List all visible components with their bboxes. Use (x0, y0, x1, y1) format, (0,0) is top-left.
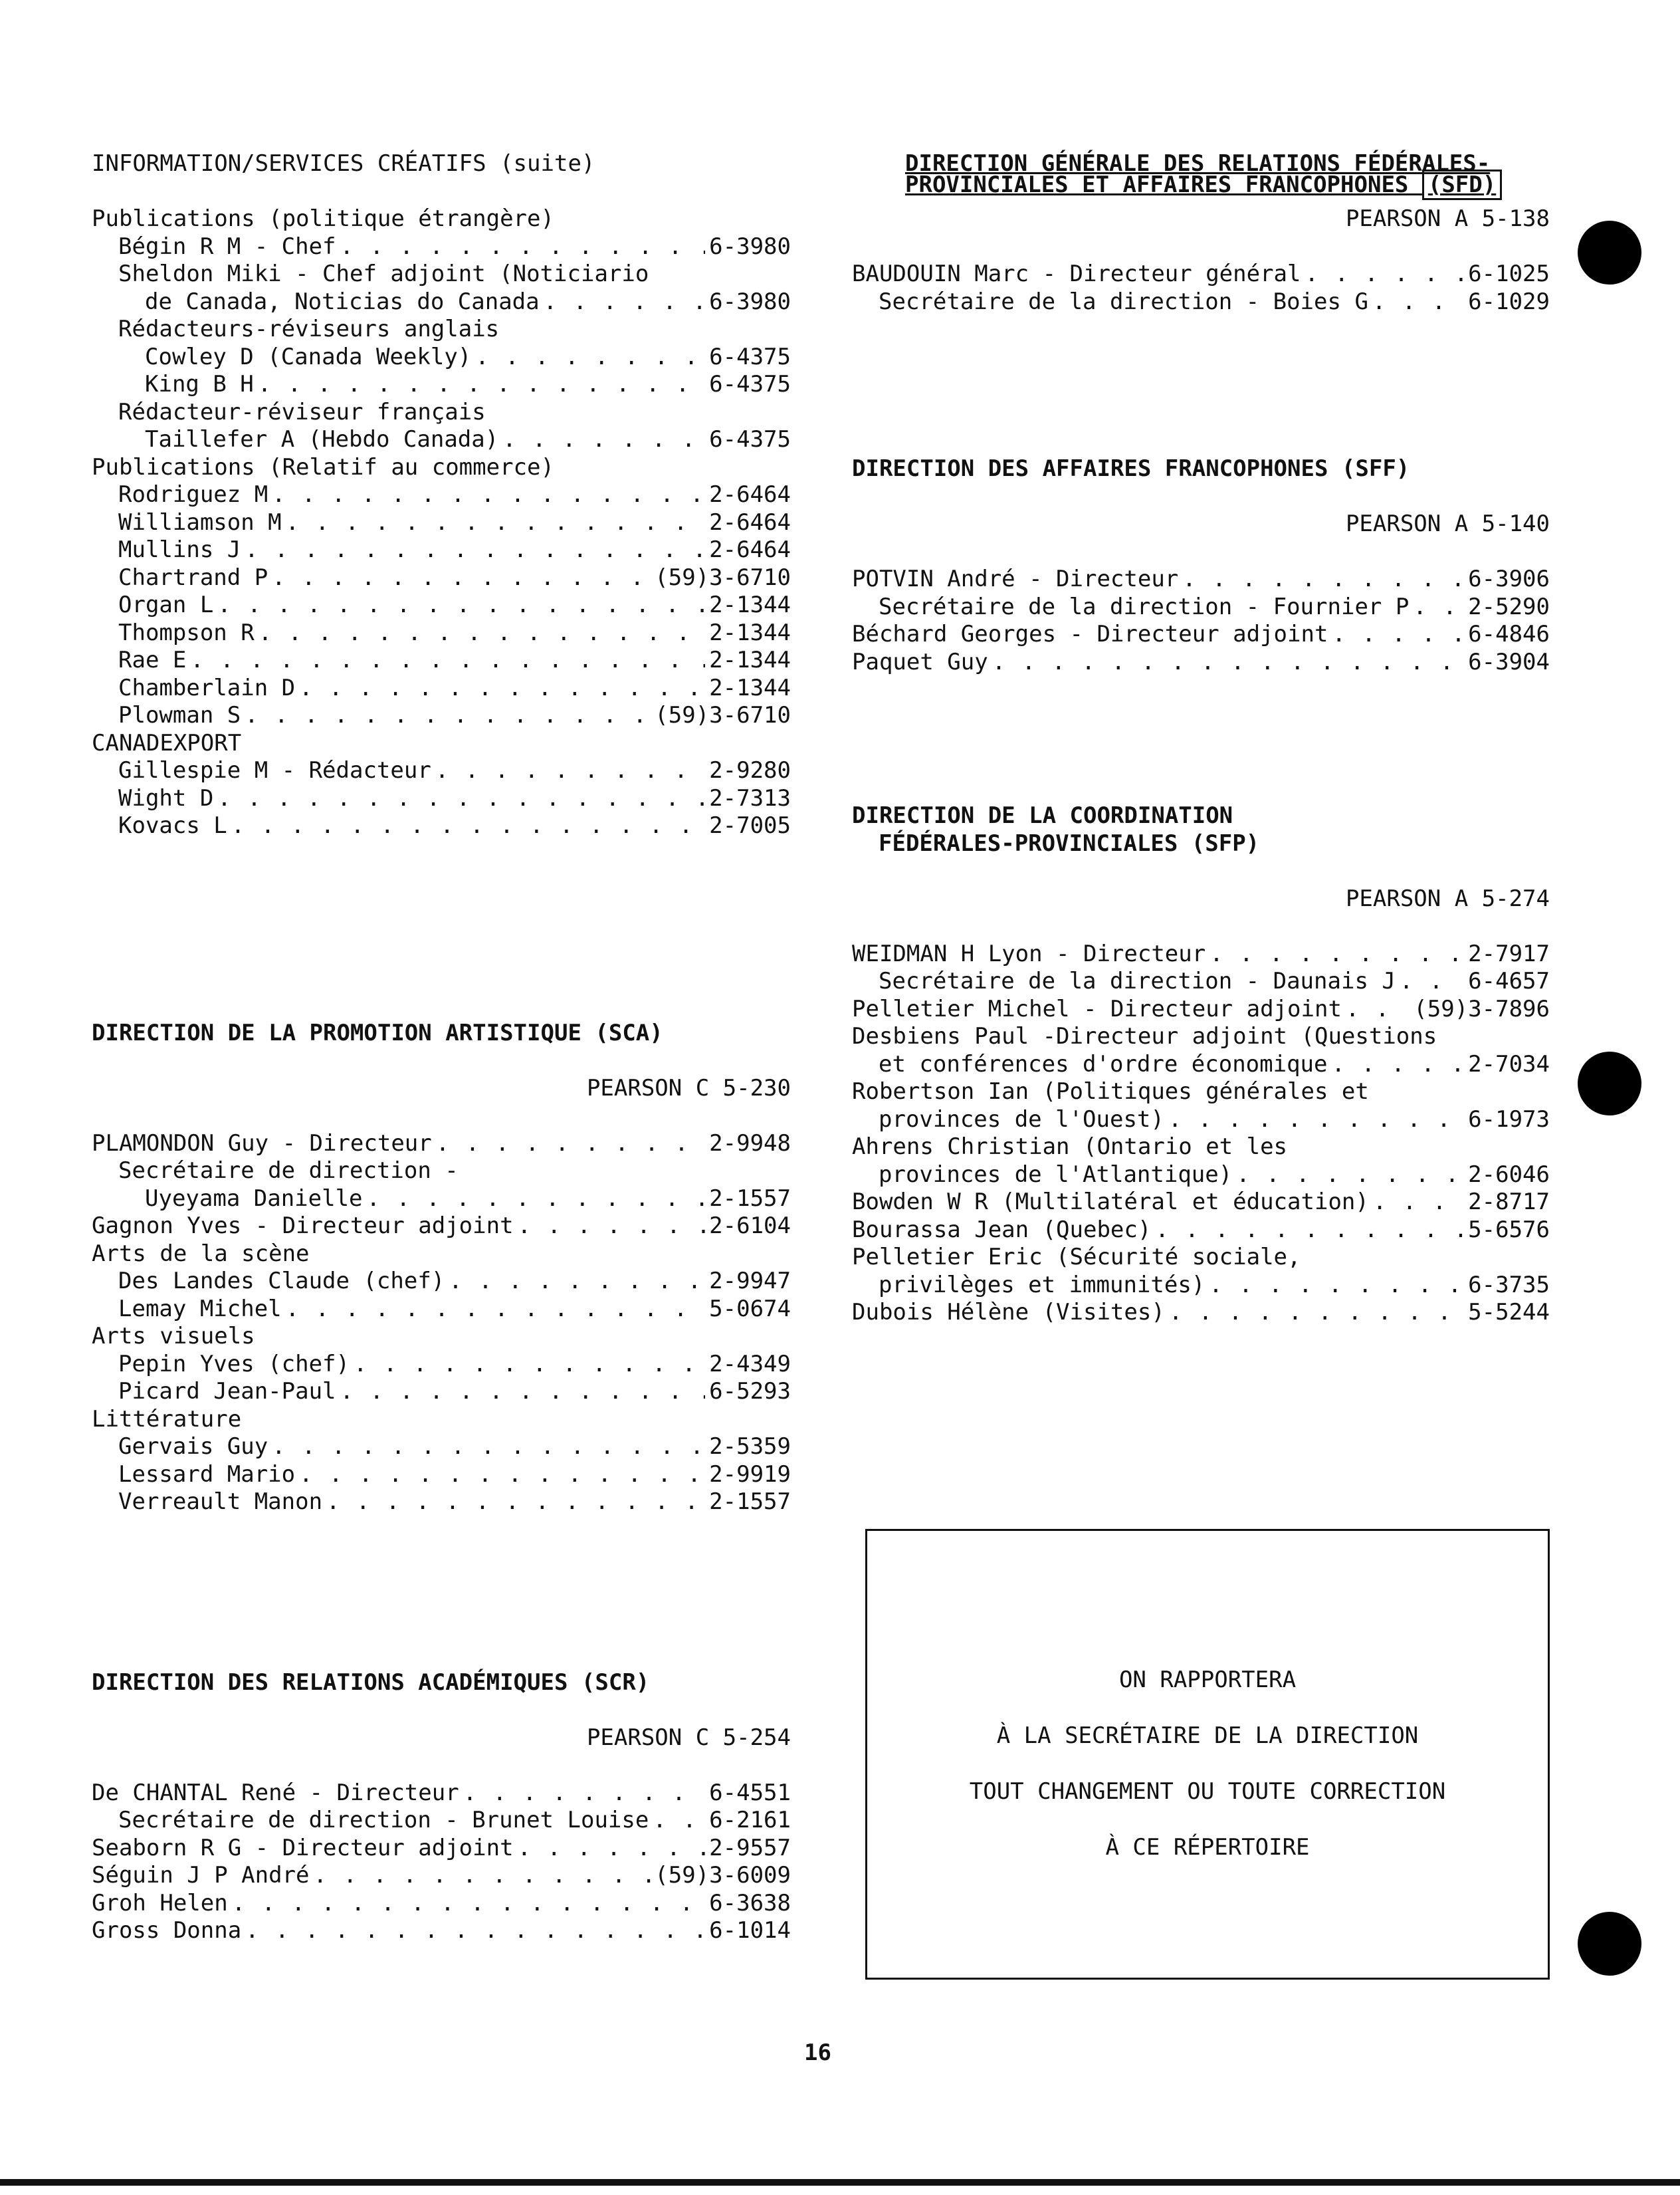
entry-rodriguez: Rodriguez M . . . 2-6464 (92, 481, 791, 509)
entry-pelletier-eric-line1: Pelletier Eric (Sécurité sociale, (852, 1244, 1301, 1270)
entry-baudouin: BAUDOUIN Marc - Directeur général . . . 6-1025 (852, 261, 1550, 289)
entry-cowley: Cowley D (Canada Weekly) . . . 6-4375 (92, 344, 791, 372)
room-sfp: PEARSON A 5-274 (1345, 885, 1550, 912)
entry-uyeyama: Uyeyama Danielle . . . 2-1557 (92, 1185, 791, 1213)
entry-ahrens-line1: Ahrens Christian (Ontario et les (852, 1133, 1288, 1160)
section-title-sfp-line2: FÉDÉRALES-PROVINCIALES (SFP) (879, 830, 1260, 857)
entry-organ: Organ L . . . 2-1344 (92, 592, 791, 620)
room-sfd: PEARSON A 5-138 (1345, 205, 1550, 232)
notice-line-4: À CE RÉPERTOIRE (1105, 1834, 1310, 1861)
entry-paquet: Paquet Guy . . . 6-3904 (852, 649, 1550, 677)
entry-lessard: Lessard Mario . . . 2-9919 (92, 1461, 791, 1489)
entry-robertson-line1: Robertson Ian (Politiques générales et (852, 1078, 1369, 1105)
section-title-sfp-line1: DIRECTION DE LA COORDINATION (852, 802, 1233, 829)
entry-sheldon-line1: Sheldon Miki - Chef adjoint (Noticiario (118, 261, 649, 287)
entry-pelletier-michel: Pelletier Michel - Directeur adjoint . . . (59)3-7896 (852, 996, 1550, 1024)
punch-hole-bottom (1578, 1912, 1641, 1976)
punch-hole-middle (1578, 1052, 1641, 1115)
room-scr: PEARSON C 5-254 (586, 1724, 791, 1751)
entry-potvin: POTVIN André - Directeur . . . 6-3906 (852, 566, 1550, 594)
left-column (92, 150, 791, 1945)
notice-line-1: ON RAPPORTERA (1118, 1667, 1297, 1693)
entry-robertson: provinces de l'Ouest) . . . 6-1973 (852, 1106, 1550, 1134)
sfd-title-text: PROVINCIALES ET AFFAIRES FRANCOPHONES (905, 171, 1422, 198)
subheading-redacteur-francais: Rédacteur-réviseur français (118, 398, 486, 425)
entry-wight: Wight D . . . 2-7313 (92, 785, 791, 813)
entry-mullins: Mullins J . . . 2-6464 (92, 536, 791, 564)
section-title-information: INFORMATION/SERVICES CRÉATIFS (suite) (92, 150, 595, 177)
subheading-publications-etrangere: Publications (politique étrangère) (92, 205, 554, 232)
subheading-canadexport: CANADEXPORT (92, 729, 242, 756)
notice-box (865, 1529, 1550, 1980)
subheading-redacteurs-anglais: Rédacteurs-réviseurs anglais (118, 316, 500, 342)
entry-bourassa: Bourassa Jean (Quebec) . . . 5-6576 (852, 1216, 1550, 1244)
entry-gillespie: Gillespie M - Rédacteur . . . 2-9280 (92, 757, 791, 785)
entry-bechard: Béchard Georges - Directeur adjoint . . . 6-4846 (852, 621, 1550, 649)
entry-desbiens-line1: Desbiens Paul -Directeur adjoint (Questions (852, 1023, 1437, 1050)
entry-sheldon: de Canada, Noticias do Canada . . . 6-3980 (92, 289, 791, 316)
entry-williamson: Williamson M . . . 2-6464 (92, 509, 791, 537)
entry-groh: Groh Helen . . . 6-3638 (92, 1890, 791, 1918)
bottom-border (0, 2179, 1680, 2186)
entry-chartrand: Chartrand P . . . (59)3-6710 (92, 564, 791, 592)
punch-hole-top (1578, 221, 1641, 285)
notice-line-2: À LA SECRÉTAIRE DE LA DIRECTION (996, 1722, 1419, 1749)
subheading-arts-scene: Arts de la scène (92, 1240, 310, 1267)
entry-dubois: Dubois Hélène (Visites) . . . 5-5244 (852, 1299, 1550, 1327)
entry-bowden: Bowden W R (Multilatéral et éducation) . . . 2-8717 (852, 1189, 1550, 1216)
entry-rae: Rae E . . . 2-1344 (92, 647, 791, 675)
room-sff: PEARSON A 5-140 (1345, 511, 1550, 537)
entry-pepin: Pepin Yves (chef) . . . 2-4349 (92, 1351, 791, 1379)
subheading-publications-commerce: Publications (Relatif au commerce) (92, 453, 554, 481)
entry-verreault: Verreault Manon . . . 2-1557 (92, 1488, 791, 1516)
entry-picard: Picard Jean-Paul . . . 6-5293 (92, 1378, 791, 1406)
section-title-scr: DIRECTION DES RELATIONS ACADÉMIQUES (SCR) (92, 1669, 650, 1696)
room-sca: PEARSON C 5-230 (586, 1074, 791, 1101)
sfd-code-label: (SFD) (1422, 170, 1502, 200)
notice-line-3: TOUT CHANGEMENT OU TOUTE CORRECTION (969, 1778, 1446, 1805)
entry-thompson: Thompson R . . . 2-1344 (92, 620, 791, 647)
entry-boies: Secrétaire de la direction - Boies G . . . 6-1029 (852, 289, 1550, 316)
section-title-sff: DIRECTION DES AFFAIRES FRANCOPHONES (SFF) (852, 455, 1410, 482)
section-title-sca: DIRECTION DE LA PROMOTION ARTISTIQUE (SCA) (92, 1019, 663, 1046)
entry-seaborn: Seaborn R G - Directeur adjoint . . . 2-9557 (92, 1835, 791, 1863)
entry-desbiens: et conférences d'ordre économique . . . 2-7034 (852, 1051, 1550, 1079)
subheading-arts-visuels: Arts visuels (92, 1323, 255, 1349)
page-number: 16 (804, 2039, 831, 2066)
entry-gagnon: Gagnon Yves - Directeur adjoint . . . 2-6104 (92, 1213, 791, 1240)
entry-ahrens: provinces de l'Atlantique) . . . 2-6046 (852, 1161, 1550, 1189)
entry-plamondon: PLAMONDON Guy - Directeur . . . 2-9948 (92, 1130, 791, 1158)
entry-pelletier-eric: privilèges et immunités) . . . 6-3735 (852, 1272, 1550, 1300)
subheading-litterature: Littérature (92, 1405, 242, 1433)
entry-taillefer: Taillefer A (Hebdo Canada) . . . 6-4375 (92, 426, 791, 454)
entry-king: King B H . . . 6-4375 (92, 371, 791, 399)
entry-gervais: Gervais Guy . . . 2-5359 (92, 1433, 791, 1461)
entry-plowman: Plowman S . . . (59)3-6710 (92, 702, 791, 730)
entry-deslandes: Des Landes Claude (chef) . . . 2-9947 (92, 1268, 791, 1296)
entry-brunet: Secrétaire de direction - Brunet Louise . . . 6-2161 (92, 1807, 791, 1835)
entry-begin: Bégin R M - Chef . . . 6-3980 (92, 233, 791, 261)
section-title-sfd-line2 (852, 172, 1550, 199)
entry-fournier: Secrétaire de la direction - Fournier P . . . 2-5290 (852, 594, 1550, 622)
entry-daunais: Secrétaire de la direction - Daunais J . . . 6-4657 (852, 968, 1550, 996)
entry-seguin: Séguin J P André . . . (59)3-6009 (92, 1862, 791, 1890)
entry-lemay: Lemay Michel . . . 5-0674 (92, 1296, 791, 1324)
section-title-sfd-line1: DIRECTION GÉNÉRALE DES RELATIONS FÉDÉRALES- (905, 150, 1491, 177)
entry-chantal: De CHANTAL René - Directeur . . . 6-4551 (92, 1780, 791, 1807)
entry-weidman: WEIDMAN H Lyon - Directeur . . . 2-7917 (852, 941, 1550, 969)
entry-gross: Gross Donna . . . 6-1014 (92, 1917, 791, 1945)
right-column (852, 150, 1550, 1327)
entry-kovacs: Kovacs L . . . 2-7005 (92, 812, 791, 840)
entry-secretaire-sca-line1: Secrétaire de direction - (118, 1157, 459, 1184)
entry-chamberlain: Chamberlain D . . . 2-1344 (92, 675, 791, 703)
